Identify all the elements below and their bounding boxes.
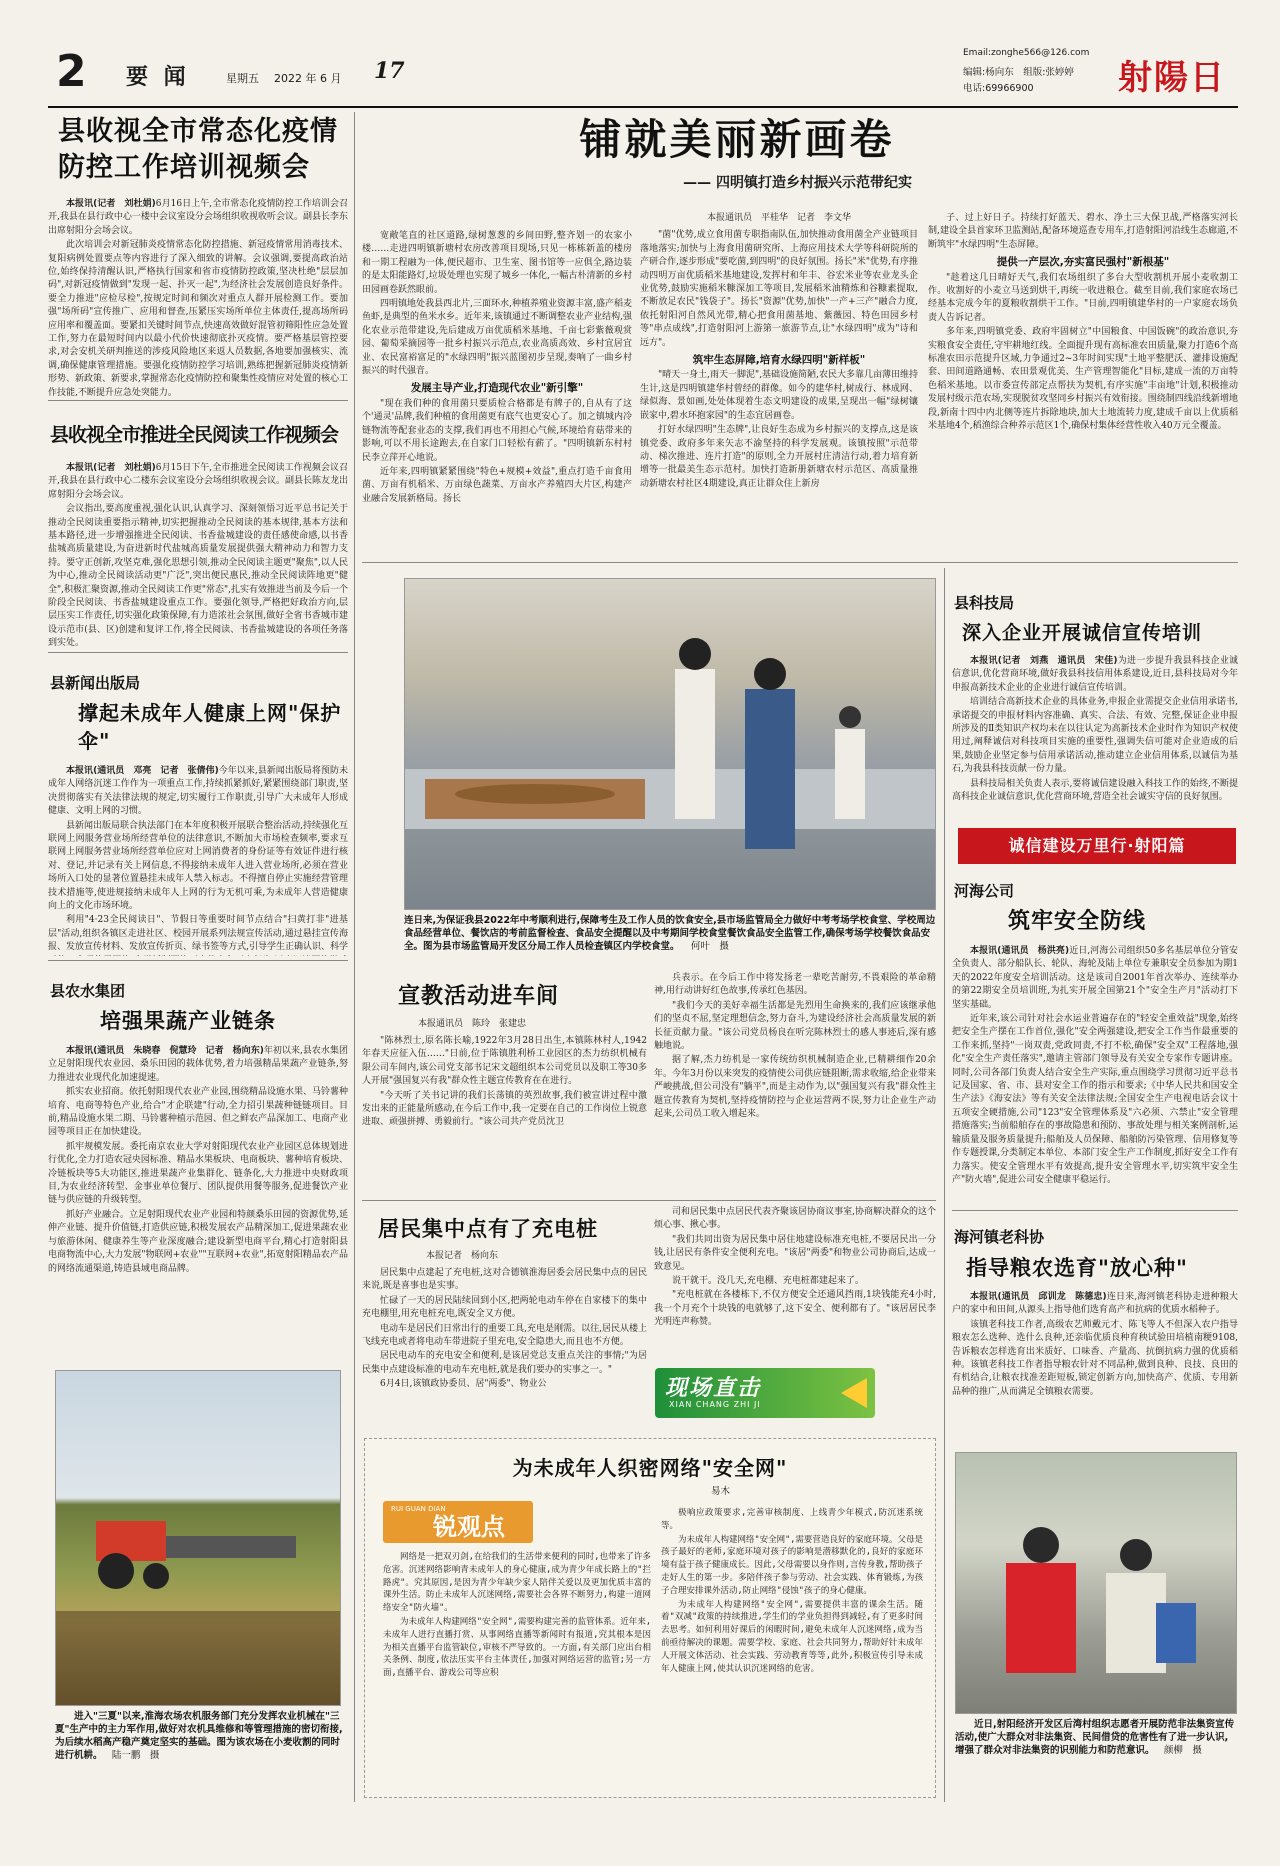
article-body <box>48 765 348 956</box>
article-body <box>362 1267 647 1392</box>
paragraph: 今年以来,县新闻出版局将预防未成年人网络沉迷工作作为一项重点工作,持续抓紧抓好,紧紧围绕部门职责,坚决贯彻落实有关法律法规的规定,切实履行工作职责,引导广大未成年人形成健康、文明上网的习惯。 <box>48 766 348 817</box>
paragraph: "我们共同出资为居民集中居住地建设标准充电桩,不要居民出一分钱,让居民有条件安全便利充电。"该居"两委"和物业公司协商后,达成一致意见。 <box>654 1234 936 1272</box>
paragraph: 说干就干。没几天,充电棚、充电桩都建起来了。 <box>672 1276 864 1287</box>
divider <box>362 562 1238 563</box>
paragraph: 抓好产业融合。立足射阳现代农业产业园和特颜桑乐田园的资源优势,延伸产业链、提升价值链,打造供应链,积极发展农产品精深加工,促进果蔬农业与旅游休闲、健康养生等产业深度融合;建设新型电商平台,精心打造射阳县电商物流中心,大力发展"物联网+农业""互联网+农业",拓宽射阳精品农产品的网络流通渠道,铸造县域电商品牌。 <box>48 1209 348 1274</box>
paragraph: 6月15日下午,全市推进全民阅读工作视频会议召开,我县在县行政中心二楼东会议室设分会场组织收视会议。副县长陈友龙出席射阳分会场会议。 <box>48 463 348 500</box>
opinion-badge <box>383 1501 533 1543</box>
article-kicker: 县新闻出版局 <box>50 674 141 692</box>
subheading: 筑牢生态屏障,培育水绿四明"新样板" <box>692 354 866 367</box>
article-kicker: 县农水集团 <box>50 982 126 1000</box>
paragraph: 为未成年人构建网络"安全网",需要营造良好的家庭环境。父母是孩子最好的老师,家庭环境对孩子的影响是潜移默化的,良好的家庭环境有益于孩子健康成长。因此,父母需要以身作则,言传身教,帮助孩子走好人生的第一步。多陪伴孩子参与劳动、社会实践、体育锻炼,为孩子合理安排课外活动,防止网络"侵蚀"孩子的身心健康。 <box>661 1534 923 1596</box>
article-title: 为未成年人织密网络"安全网" <box>512 1456 788 1480</box>
article-seed-selection <box>952 1218 1238 1446</box>
caption-credit: 陆一鹏 摄 <box>111 1750 160 1761</box>
header-editors: 编辑:杨向东 组版:张婷婷 <box>963 67 1074 78</box>
byline: 本报讯(记者 刘燕 通讯员 宋佳) <box>970 656 1118 666</box>
article-title: 深入企业开展诚信宣传培训 <box>962 622 1203 644</box>
page-header <box>48 48 1238 100</box>
farm-photo-caption <box>55 1710 345 1784</box>
byline: 本报记者 杨向东 <box>426 1251 499 1261</box>
feature-col1 <box>362 230 632 555</box>
paragraph: "今天听了关书记讲的我们长荡镇的英烈故事,我们被宣讲过程中激发出来的正能量所感动,在今后工作中,我一定要在自己的工作岗位上锐意进取、顽强拼搏、勇毅前行。"该公司共产党员沈卫 <box>362 1090 647 1128</box>
issue-year-month: 2022 年 6 月 <box>274 72 342 85</box>
integrity-banner <box>958 828 1236 864</box>
paragraph: 县科技局相关负责人表示,要将诚信建设融入科技工作的始终,不断提高科技企业诚信意识,优化营商环境,营造全社会诚实守信的良好氛围。 <box>952 778 1238 803</box>
header-email: Email:zonghe566@126.com <box>963 48 1090 58</box>
paragraph: 为进一步提升我县科技企业诚信意识,优化营商环境,做好我县科技信用体系建设,近日,县科技局对今年申报高新技术企业的企业进行诚信宣传培训。 <box>952 656 1238 693</box>
opinion-col1 <box>383 1551 651 1791</box>
masthead: 射陽日 <box>1118 58 1226 98</box>
paragraph: 抓牢规模发展。委托南京农业大学对射阳现代农业产业园区总体规划进行优化,全力打造农冠央园标准、精品水果板块、电商板块、薯种培育板块、冷链板块等5大功能区,推进果蔬产业集群化、链条化,大力推进中央财政项目,为农业经济转型、金事业单位餐厅、团队提供用餐等服务,促进餐饮产业链与供应链的升级转型。 <box>48 1141 348 1206</box>
byline: 本报讯(通讯员 邱训龙 陈德忠) <box>970 1292 1107 1302</box>
paragraph: 会议指出,要高度重视,强化认识,认真学习、深刻领悟习近平总书记关于推动全民阅读重要指示精神,切实把握推动全民阅读的基本规律,基本方法和基本路径,进一步增强推进全民阅读、书香盐城建设的责任感使命感,以书香盐城高质量建设,为奋进新时代盐城高质量发展提供强大精神动力和智力支持。要守正创新,攻坚克难,强化思想引领,推动全民阅读主题更"聚焦",以人民为中心,推动全民阅读活动更"广泛",突出便民惠民,推动全民阅读阵地更"健全",积极汇聚资源,推动全民阅读工作更"常态",扎实有效推进当前及今后一个阶段全民阅读、书香盐城建设重点工作。要强化领导,严格把好政治方向,层层压实工作责任,切实强化政策保障,有力造浓社会氛围,做好全省书香城市建设示范市(县、区)创建和复评工作,将全民阅读、书香盐城建设的各项任务落到实处。 <box>48 504 348 648</box>
paragraph: 电动车是居民们日常出行的重要工具,充电是刚需。以往,居民从楼上飞线充电或者将电动车带进院子里充电,安全隐患大,而且也不方便。 <box>362 1323 647 1348</box>
caption-credit: 颜柳 摄 <box>1163 1745 1202 1756</box>
column-divider <box>354 112 355 1802</box>
article-title: 县收视全市推进全民阅读工作视频会 <box>50 424 339 446</box>
paragraph: 四明镇地处我县西北片,三面环水,种植养殖业资源丰富,盛产稻麦鱼虾,是典型的鱼米水乡。近年来,该镇通过不断调整农业产业结构,强化农业示范带建设,先后建成万亩优质稻米基地、千亩七彩紫薇观赏园、葡萄采摘园等一批乡村振兴示范点,农业高质高效、乡村宜居宜业、农民富裕富足的"水绿四明"振兴蓝图初步呈现,奏响了一曲乡村振兴的时代强音。 <box>362 299 632 377</box>
article-workshop-education <box>362 972 647 1194</box>
volunteer-illustration <box>956 1453 1237 1714</box>
paragraph: 网络是一把双刃剑,在给我们的生活带来便利的同时,也带来了许多危害。沉迷网络影响青未成年人的身心健康,成为青少年成长路上的"拦路虎"。究其原因,是因为青少年缺少家人陪伴关爱以及更加优质丰富的课外生活。防止未成年人沉迷网络,需要社会各界不断努力,构建一道网络安全"防火墙"。 <box>383 1552 651 1614</box>
article-kicker: 河海公司 <box>954 882 1015 900</box>
feature-col3 <box>928 212 1238 558</box>
paragraph: "晴天一身土,雨天一脚泥",基础设施简陋,农民大多靠几亩薄田维持生计,这是四明镇建华村曾经的群像。如今的建华村,树成行、林成网、绿似海、景如画,处处体现着生态文明建设的成果,呈现出一幅"绿树镶嵌家中,碧水环抱家园"的生态宜居画卷。 <box>640 370 918 421</box>
banner-text: 诚信建设万里行·射阳篇 <box>1008 836 1186 855</box>
divider <box>48 960 348 961</box>
paragraph: 居民集中点建起了充电桩,这对合德镇淮海居委会居民集中点的居民来说,既是喜事也是实事。 <box>362 1268 647 1292</box>
article-body <box>952 945 1238 1187</box>
caption-text: 进入"三夏"以来,淮海农场农机服务部门充分发挥农业机械在"三夏"生产中的主力军作用,做好对农机具维修和等管理措施的密切衔接,为后续水稻高产稳产奠定坚实的基础。图为该农场在小麦收割的同时进行机耕。 <box>55 1711 343 1761</box>
article-safety-line <box>952 874 1238 1204</box>
article-title-line1: 县收视全市常态化疫情 <box>58 116 338 147</box>
feature-headline <box>362 112 922 212</box>
byline: 本报讯(记者 刘杜娟) <box>66 199 156 209</box>
paragraph: 为未成年人构建网络"安全网",需要构建完善的监管体系。近年来,未成年人进行直播打赏、从事网络直播等新闻时有报道,究其根本是因为相关直播平台监管缺位,审核不严导致的。一方面,有关部门应出台相关条例、制度,依法压实平台主体责任,加强对网络运营的监管;另一方面,直播平台、游戏公司等应积 <box>383 1616 651 1679</box>
author: 易木 <box>710 1486 730 1497</box>
article-fruit-vegetable <box>48 968 348 1360</box>
byline: 本报通讯员 陈玲 张建忠 <box>418 1019 527 1029</box>
article-body <box>952 1291 1238 1399</box>
issue-day: 17 <box>374 58 405 84</box>
paragraph: "陈林烈士,原名陈长喻,1922年3月28日出生,本镇陈林村人,1942年春天应征入伍……"日前,位于陈镇胜利桥工业园区的杰力纺织机械有限公司车间内,该公司党支部书记宋文超组织本公司党员以及职工等30多人开展"强国复兴有我"群众性主题宣传教育在在进行。 <box>362 1036 647 1087</box>
byline: 本报讯(通讯员 朱晓春 倪慧玲 记者 杨向东) <box>66 1046 264 1056</box>
article-title: 居民集中点有了充电桩 <box>378 1217 598 1241</box>
canteen-illustration <box>405 579 936 910</box>
article-epidemic-training <box>48 114 348 396</box>
article-kicker: 海河镇老科协 <box>954 1228 1045 1246</box>
paragraph: "充电桩就在各楼栋下,不仅方便安全还通风挡雨,1块钱能充4小时,我一个月充个十块钱的电就够了,这下安全、便利都有了。"该居居民李光明连声称赞。 <box>654 1290 936 1328</box>
opinion-col2 <box>661 1507 923 1793</box>
feature-col2 <box>640 212 918 555</box>
opinion-badge-en: RUI GUAN DIAN <box>391 1505 446 1513</box>
caption-text: 连日来,为保证我县2022年中考顺利进行,保障考生及工作人员的饮食安全,县市场监管局全力做好中考考场学校食堂、学校周边食品经营单位、餐饮店的考前监督检查、食品安全提醒以及中考期间学校食堂餐饮食品安全监管工作,确保考场学校餐饮食品安全。图为县市场监管局开发区分局工作人员检查镇区内学校食堂。 <box>404 915 936 952</box>
article-reading-meeting <box>48 408 348 648</box>
subheading: 发展主导产业,打造现代农业"新引擎" <box>410 382 584 395</box>
paragraph: 近年来,该公司针对社会水运业普遍存在的"轻安全重效益"现象,始终把安全生产摆在工作首位,强化"安全两强建设,把安全工作当作最重要的工作来抓,坚持"一岗双责,党政同责,不打不松,确保"安全双"工程落地,强化"安全生产责任落实",邀请主管部门领导及有关安全专家作专题讲座。同时,公司各部门负责人结合安全生产实际,重点围绕学习贯彻习近平总书记及国家、省、市、县对安全工作的指示和要求;《中华人民共和国安全生产法》《海安法》等有关安全法律法规;全国安全生产电视电话会议十五项安全硬措施,公司"123"安全管理体系及"六必须、六禁止"安全管理措施落实;当前船舶存在的事故隐患和预防、事故处理与相关案例剖析,运输质量及服务质量提升;船舶及人员保障、船舶防污染管理、信用修复等作专题授课,分类制定本单位、本部门安全生产工作制度,抓好安全工作有力落实。使安全管理水平有效提高,提升安全管理水平,切实筑牢安全生产"防火墙",促进公司安全健康平稳运行。 <box>952 1014 1238 1185</box>
article-minor-protection <box>48 660 348 956</box>
paragraph: "菌"优势,成立食用菌专职指南队伍,加快推动食用菌全产业链项目落地落实;加快与上海食用菌研究所、上海应用技术大学等科研院所的产研合作,逐步形成"要吃菌,到四明"的良好氛围。扬长"米"优势,有序推动四明万亩优质稻米基地建设,发挥村和年丰、谷宏米业等农业龙头企业优势,鼓励实施稻米糠深加工等项目,发展稻米油精炼和谷糠素提取,不断放足农民"钱袋子"。扬长"资源"优势,加快"一产+三产"融合力度,依托射阳河自然风光带,精心把食用菌基地、紫薇园、特色田园乡村等"串点成线",打造射阳河上游第一旅游节点,让"水绿四明"成为"诗和远方"。 <box>640 230 918 348</box>
feature-subtitle: —— 四明镇打造乡村振兴示范带纪实 <box>683 175 912 191</box>
caption-credit: 何叶 摄 <box>690 941 729 952</box>
paragraph: 居民电动车的充电安全和便利,是该居党总支重点关注的事情;"为居民集中点建设标准的电动车充电桩,就是我们要办的实事之一。" <box>362 1351 647 1375</box>
article-title: 指导粮农选育"放心种" <box>966 1256 1188 1280</box>
paragraph: 近年来,四明镇紧紧围绕"特色+规模+效益",重点打造千亩食用菌、万亩有机稻米、万亩绿色蔬菜、万亩水产养殖四大片区,构建产业融合发展新格局。扬长 <box>362 466 632 504</box>
byline: 本报讯(通讯员 邓亮 记者 张倩伟) <box>66 766 219 776</box>
article-charging-col2 <box>654 1206 936 1364</box>
article-integrity-training <box>952 592 1238 824</box>
article-title: 撑起未成年人健康上网"保护伞" <box>78 701 342 753</box>
article-title: 宣教活动进车间 <box>398 984 560 1009</box>
article-body <box>48 1045 348 1276</box>
byline: 本报讯(记者 刘杜娟) <box>66 463 156 473</box>
scene-report-logo <box>655 1368 875 1418</box>
article-title: 筑牢安全防线 <box>1008 909 1147 934</box>
paragraph: 宽敞笔直的社区道路,绿树葱葱的乡间田野,整齐划一的农家小楼……走进四明镇新塘村农房改善项目现场,只见一栋栋新盖的楼房和一期工程融为一体,便民超市、卫生室、图书馆等一应俱全,路边装的是太阳能路灯,垃圾处理也实现了城乡一体化,一幅古朴清新的乡村田园画卷跃然眼前。 <box>362 231 632 295</box>
article-workshop-col2 <box>654 972 936 1194</box>
article-title: 培强果蔬产业链条 <box>100 1009 276 1033</box>
paragraph: "我们今天的美好幸福生活都是先烈用生命换来的,我们应该继承他们的坚贞不屈,坚定理想信念,努力奋斗,为建设经济社会高质量发展的新长征贡献力量。"该公司党员杨良在听完陈林烈士的感人事迹后,深有感触地说。 <box>654 1000 936 1052</box>
header-rule <box>48 106 1238 108</box>
article-title-line2: 防控工作培训视频会 <box>58 152 310 183</box>
paragraph: 6月4日,该镇政协委员、居"两委"、物业公 <box>380 1379 547 1390</box>
paragraph: 县新闻出版局联合执法部门在本年度积极开展联合整治活动,持续强化互联网上网服务营业场所经营单位的法律意识,不断加大市场检查频率,要求互联网上网服务营业场所经营单位应对上网消费者的身份证等有效证件进行核对、登记,并记录有关上网信息,不得接纳未成年人进入营业场所,必须在营业场所入口处的显著位置悬挂未成年人禁入标志。不得擅自停止实施经营管理技术措施等,使进规接纳未成年人上网的行为无机可乘,为未成年人营造健康向上的文化市场环境。 <box>48 820 348 912</box>
paragraph: 子、过上好日子。持续打好蓝天、碧水、净土三大保卫战,严格落实河长制,建设全县首家环卫监测站,配备环境巡查专用车,打造射阳河沿线生态廊道,不断筑牢"水绿四明"生态屏障。 <box>928 213 1238 250</box>
paragraph: 6月16日上午,全市常态化疫情防控工作培训会召开,我县在县行政中心一楼中会议室设分会场组织收视收听会议。副县长李东出席射阳分会场会议。 <box>48 199 348 236</box>
article-body <box>952 655 1238 804</box>
article-body <box>48 198 348 396</box>
subheading: 提供一产层次,夯实富民强村"新根基" <box>996 256 1170 269</box>
logo-subtext: XIAN CHANG ZHI JI <box>669 1400 761 1409</box>
paragraph: 兵表示。在今后工作中将发扬老一辈吃苦耐劳,不畏艰险的革命精神,用行动讲好红色故事,传承红色基因。 <box>654 973 936 997</box>
paragraph: 连日来,海河镇老科协走进种粮大户的家中和田间,从源头上指导他们选育高产和抗病的优质水稻种子。 <box>952 1292 1238 1316</box>
paragraph: 该镇老科技工作者,高级农艺师戴元才、陈飞等人不但深入农户指导粮农怎么选种、选什么良种,还亲临优质良种育秧试验田培植南粳9108,告诉粮农怎样选育出米质好、口味香、产量高、抗倒抗病力强的优质稻种。该镇老科技工作者指导粮农针对不同品种,做到良种、良技、良田的有机结合,让粮农找准差距短板,锁定创新方向,加快高产、优质、专用新品种的推广,从而满足全镇粮农需要。 <box>952 1319 1238 1397</box>
paragraph: 此次培训会对新冠肺炎疫情常态化防控措施、新冠疫情常用消毒技术、复阳病例处置要点等内容进行了深入细致的讲解。会议强调,要提高政治站位,始终保持清醒认识,严格执行国家和省市疫情防控政策,坚决杜绝"层层加码",对新冠疫情做到"发现一起、扑灭一起",为经济社会发展创造良好条件。要全力推进"应检尽检",按规定时间和频次对重点人群开展检测工作。要加强"场所码"宣传推广、应用和督查,压紧压实场所单位主体责任,提高场所码应用率和覆盖面。要紧扣关键时间节点,快速高效做好混管初筛阳性应急处置工作,努力在最短时间内以最小代价快速彻底扑灭疫情。要严格基层管控要求,对会安机关研判推送的涉疫风险地区来返人员数据,各地要加强核实、流调,确保健康管理措施。要强化疫情防控学习培训,熟练把握新冠肺炎疫情新形势、新政策、新要求,掌握常态化疫情防控和聚集性疫情应对处置的核心工作技能,不断提升应急处突能力。 <box>48 240 348 396</box>
paragraph: 打好水绿四明"生态牌",让良好生态成为乡村振兴的支撑点,这是该镇党委、政府多年来矢志不渝坚持的科学发展观。该镇按照"示范带动、梯次推进、连片打造"的原则,全力开展村庄清洁行动,着力培育新增等一批最美生态示范村。加快打造新册新塘农村示范区、高质量推动新塘农村社区4期建设,真正让群众住上新房 <box>640 425 918 489</box>
paragraph: 抓实农业招商。依托射阳现代农业产业园,围绕精品设施水果、马铃薯种培育、电商等特色产业,给合"才企联建"行动,全力招引果蔬种链链项目。目前,精品设施水果二期、马铃薯种植示范园、但之鲜农产品深加工、电商产业园等项目正在加快建设。 <box>48 1087 348 1138</box>
volunteer-photo <box>955 1452 1237 1714</box>
paragraph: 年初以来,县农水集团立足射阳现代农业园、桑乐田园的载体优势,着力培强精品果蔬产业链条,努力推进农业现代化加速提速。 <box>48 1046 348 1083</box>
divider <box>48 400 348 401</box>
article-charging-pile <box>362 1206 647 1430</box>
byline: 本报讯(通讯员 杨洪亮) <box>970 946 1070 956</box>
column-divider <box>944 568 945 1802</box>
paragraph: "趁着这几日晴好天气,我们农场组织了多台大型收割机开展小麦收割工作。收割好的小麦立马送到烘干,再统一收进粮仓。截至目前,我们家庭农场已经基本完成今年的夏粮收割烘干工作。"日前,四明镇建华村的一户家庭农场负责人告诉记者。 <box>928 272 1238 323</box>
divider <box>48 652 348 653</box>
feature-byline: 本报通讯员 平桂华 记者 李文华 <box>706 213 851 223</box>
issue-weekday: 星期五 <box>226 72 259 85</box>
paragraph: 近日,河海公司组织50多名基层单位分管安全负责人、部分船队长、轮队、海轮及陆上单位专兼职安全员参加为期1天的2022年度安全培训活动。这是该司自2001年首次举办、连续举办的第22期安全员培训班,为扎实开展全国第21个"安全生产月"活动打下坚实基础。 <box>952 946 1238 1010</box>
canteen-inspection-photo <box>404 578 936 910</box>
header-phone: 电话:69966900 <box>963 83 1034 94</box>
logo-text: 现场直击 <box>665 1376 762 1401</box>
volunteer-photo-caption <box>955 1718 1237 1780</box>
farm-machinery-photo <box>55 1370 341 1706</box>
article-kicker: 县科技局 <box>954 594 1015 612</box>
feature-title: 铺就美丽新画卷 <box>579 115 895 164</box>
paragraph: 司和居民集中点居民代表齐聚该居协商议事室,协商解决群众的这个烦心事、揪心事。 <box>654 1207 936 1231</box>
paragraph: 忙碌了一天的居民陆续回到小区,把两轮电动车停在自家楼下的集中充电棚里,用充电桩充电,既安全又方便。 <box>362 1295 647 1320</box>
paragraph: 据了解,杰力纺机是一家传统纺织机械制造企业,已精耕细作20余年。今年3月份以来突发的疫情使公司供应链阻断,需求收缩,给企业带来严峻挑战,但公司没有"躺平",而是主动作为,以"强国复兴有我"群众性主题宣传教育为契机,坚持疫情防控与企业运营两不误,努力让企业生产动起来,公司员工收入增起来。 <box>654 1055 936 1120</box>
opinion-badge-cn: 锐观点 <box>433 1512 505 1541</box>
article-network-safety <box>364 1438 936 1798</box>
article-body <box>362 1035 647 1130</box>
page-number: 2 <box>56 48 87 97</box>
tractor-illustration <box>56 1371 341 1706</box>
divider <box>362 1200 936 1201</box>
caption-text: 近日,射阳经济开发区后湾村组织志愿者开展防范非法集资宣传活动,使广大群众对非法集资、民间借贷的危害性有了进一步认识,增强了群众对非法集资的识别能力和防范意识。 <box>955 1719 1235 1756</box>
section-name: 要 闻 <box>126 65 190 90</box>
divider <box>952 1210 1238 1211</box>
megaphone-icon <box>841 1378 867 1408</box>
paragraph: 培训结合高新技术企业的具体业务,申报企业需提交企业信用承诺书,承诺提交的申报材料内容准确、真实、合法、有效、完整,保证企业申报所涉及的Ⅱ类知识产权均未在以往认定为高新技术企业时作为知识产权使用过,阐释诚信对科技项目实施的重要性,强调失信可能对企业造成的后果,鼓励企业坚定参与信用承诺活动,推动建立企业信用体系,以诚信为基石,为我县科技贡献一份力量。 <box>952 697 1238 775</box>
article-body <box>48 462 348 648</box>
paragraph: 极响应政策要求,完善审核制度、上线青少年模式,防沉迷系统等。 <box>661 1508 923 1531</box>
paragraph: "现在我们种的食用菌只要质检合格都是有牌子的,自从有了这个'通灵'品牌,我们种植的食用菌更有底气也更安心了。加之镇城内冷链物流等配套业态的支撑,我们再也不用担心气候,环境给育菇带来的影响,可以不用长途跑去,在自家门口轻松有薪了。"四明镇新东村村民李立萍开心地说。 <box>362 398 632 463</box>
paragraph: 为未成年人构建网络"安全网",需要提供丰富的课余生活。随着"双减"政策的持续推进,学生们的学业负担得到减轻,有了更多时间去思考。如何利用好课后的闲暇时间,避免未成年人沉迷网络,成为当前亟待解决的课题。需要学校、家庭、社会共同努力,帮助好针未成年人开展文体活动、社会实践、劳动教育等等,此外,积极宣传引导未成年人健康上网,使其认识沉迷网络的危害。 <box>661 1599 923 1674</box>
paragraph: 多年来,四明镇党委、政府牢固树立"中国粮食、中国饭碗"的政治意识,夯实粮食安全责任,守牢耕地红线。全面提升现有高标准农田质量,聚力打造6个高标准农田示范提升区域,力争通过2~3年时间实现"土地平整肥沃、灌排设施配套、田间道路通畅、农田景观优美、生产管理智能化"目标,建成一流的万亩特色稻米基地。以市委宣传部定点帮扶为契机,有序实施"丰亩地"计划,积极推动发展村级示范农场,实现脱贫攻坚同乡村振兴有效衔接。围绕制四线沿线新增地段,新南十四中内北侧等连片拆除地块,加大土地流转力度,建成千亩以上优质稻米基地4个,稻渔综合种养示范区1个,确保村集体经营性收入40万元全覆盖。 <box>928 327 1238 432</box>
paragraph: 利用"4·23全民阅读日"、节假日等重要时间节点结合"扫黄打非"进基层"活动,组织各镇区走进社区、校园开展系列法规宣传活动,通过悬挂宣传海报、发放宣传材料、发放宣传折页、绿书签等方式,引导学生正确认识、科学 <box>48 915 348 953</box>
main-photo-caption <box>404 914 936 966</box>
